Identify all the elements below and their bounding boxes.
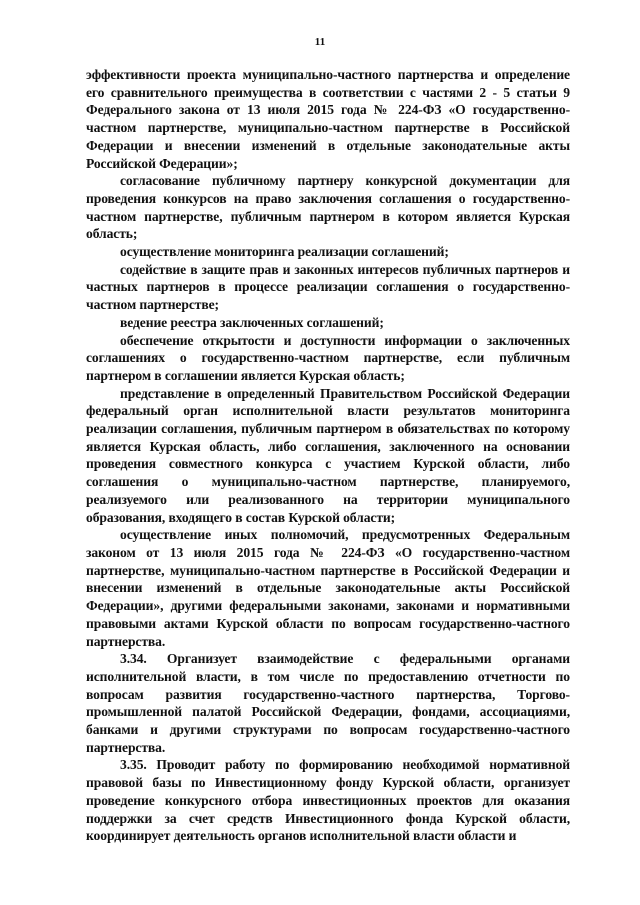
paragraph-3-35: 3.35. Проводит работу по формированию необходимой нормативной правовой базы по Инвестиционному фонду Курской области, организует проведение конкурсного отбора инвестиционных проектов для оказания поддержки за счет средств Инвестиционного фонда Курской области, координирует деятельность органов исполнительной власти области и — [86, 757, 570, 844]
paragraph-rights-protection: содействие в защите прав и законных интересов публичных партнеров и частных партнеров в процессе реализации соглашения о государственно-частном партнерстве; — [86, 261, 570, 313]
paragraph-registry: ведение реестра заключенных соглашений; — [120, 314, 384, 330]
paragraph-other-powers: осуществление иных полномочий, предусмотренных Федеральным законом от 13 июля 2015 года № 224-ФЗ «О государственно-частном партнерстве, муниципально-частном партнерстве в Российской Федерации и внесении изменений в отдельные законодательные акты Российской Федерации», другими федеральными законами, законами и нормативными правовыми актами Курской области по вопросам государственно-частного партнерства. — [86, 527, 570, 649]
paragraph-continuation: эффективности проекта муниципально-частного партнерства и определение его сравнительного преимущества в соответствии с частями 2 - 5 статьи 9 Федерального закона от 13 июля 2015 года № 224-ФЗ «О государственно-частном партнерстве, муниципально-частном партнерстве в Российской Федерации и внесении изменений в отдельные законодательные акты Российской Федерации»; — [86, 67, 570, 171]
page-number: 11 — [314, 36, 326, 48]
document-body — [86, 66, 570, 845]
paragraph-monitoring: осуществление мониторинга реализации соглашений; — [120, 244, 449, 260]
paragraph-transparency: обеспечение открытости и доступности информации о заключенных соглашениях о государственно-частном партнерстве, если публичным партнером в соглашении является Курская область; — [86, 332, 570, 383]
paragraph-agreement-approval: согласование публичному партнеру конкурсной документации для проведения конкурсов на право заключения соглашения о государственно-частном партнерстве, публичным партнером в котором является Курская область; — [86, 173, 570, 242]
paragraph-reporting: представление в определенный Правительством Российской Федерации федеральный орган исполнительной власти результатов мониторинга реализации соглашения, публичным партнером в обязательствах по которому является Курская область, либо соглашения, заключенного на основании проведения совместного конкурса с участием Курской области, либо соглашения о муниципально-частном партнерстве, планируемого, реализуемого или реализованного на территории муниципального образования, входящего в состав Курской области; — [86, 385, 570, 525]
paragraph-3-34: 3.34. Организует взаимодействие с федеральными органами исполнительной власти, в том числе по предоставлению отчетности по вопросам развития государственно-частного партнерства, Торгово-промышленной палатой Российской Федерации, фондами, ассоциациями, банками и другими структурами по вопросам государственно-частного партнерства. — [86, 651, 570, 755]
